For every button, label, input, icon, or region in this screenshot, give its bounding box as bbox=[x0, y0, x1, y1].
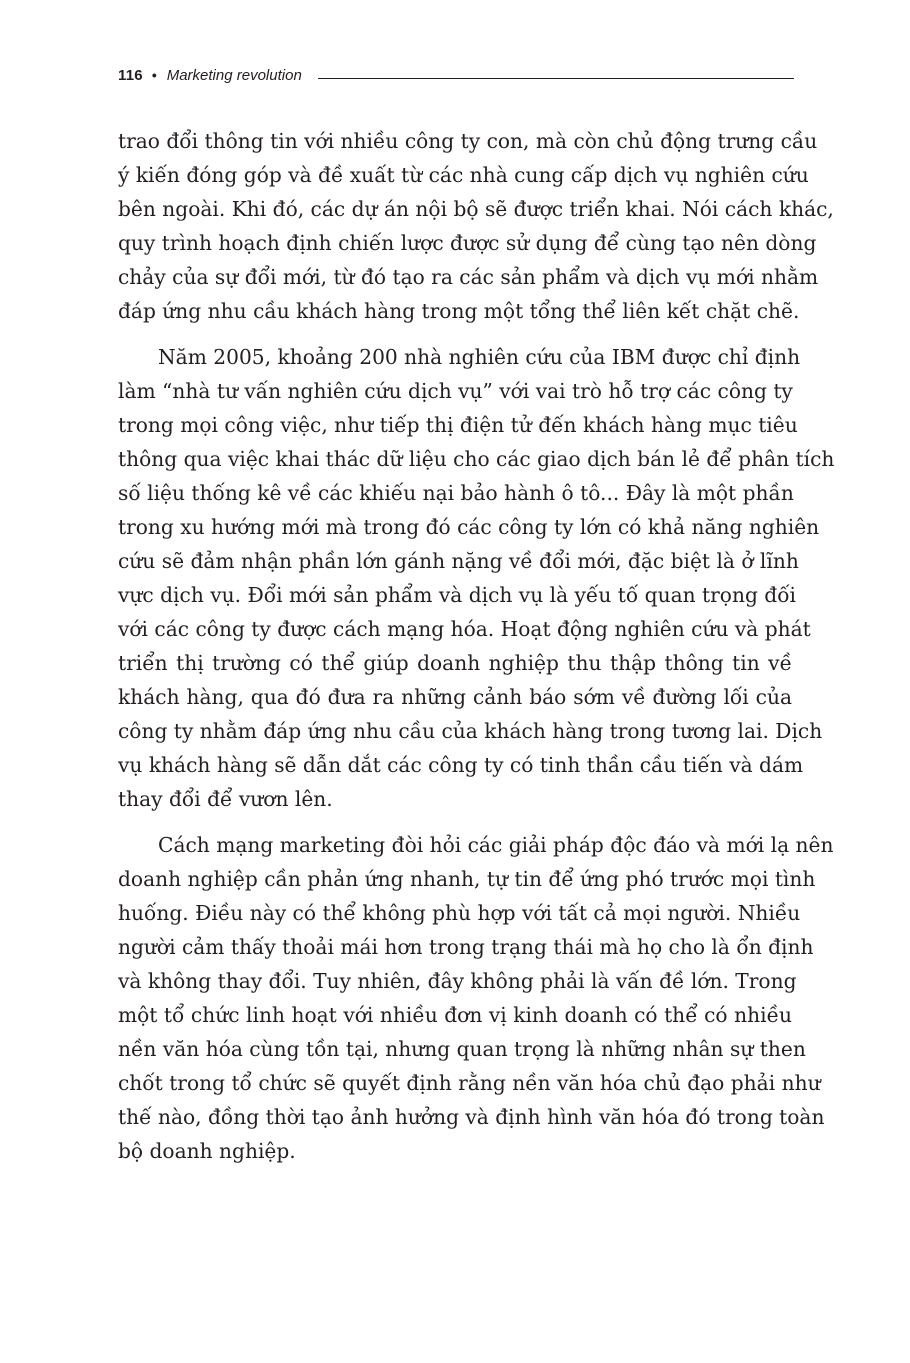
header-separator: • bbox=[151, 67, 157, 83]
text-line: thay đổi để vươn lên. bbox=[118, 787, 333, 811]
book-title: Marketing revolution bbox=[166, 66, 302, 84]
text-line: công ty nhằm đáp ứng nhu cầu của khách hàng trong tương lai. Dịch bbox=[118, 719, 823, 743]
text-line: vụ khách hàng sẽ dẫn dắt các công ty có tinh thần cầu tiến và dám bbox=[118, 753, 804, 777]
text-line: trong xu hướng mới mà trong đó các công ty lớn có khả năng nghiên bbox=[118, 515, 820, 539]
text-line: huống. Điều này có thể không phù hợp với tất cả mọi người. Nhiều bbox=[118, 901, 801, 925]
text-line: chốt trong tổ chức sẽ quyết định rằng nền văn hóa chủ đạo phải như bbox=[118, 1071, 821, 1095]
text-line: bộ doanh nghiệp. bbox=[118, 1139, 296, 1163]
text-line: quy trình hoạch định chiến lược được sử dụng để cùng tạo nên dòng bbox=[118, 231, 817, 255]
text-line: trong mọi công việc, như tiếp thị điện tử đến khách hàng mục tiêu bbox=[118, 413, 798, 437]
running-header bbox=[118, 64, 794, 86]
text-line: vực dịch vụ. Đổi mới sản phẩm và dịch vụ là yếu tố quan trọng đối bbox=[118, 583, 797, 607]
paragraph bbox=[118, 340, 835, 816]
text-line: làm “nhà tư vấn nghiên cứu dịch vụ” với vai trò hỗ trợ các công ty bbox=[118, 379, 793, 403]
text-line: nền văn hóa cùng tồn tại, nhưng quan trọng là những nhân sự then bbox=[118, 1037, 806, 1061]
text-line: một tổ chức linh hoạt với nhiều đơn vị kinh doanh có thể có nhiều bbox=[118, 1003, 792, 1027]
text-line: với các công ty được cách mạng hóa. Hoạt động nghiên cứu và phát bbox=[118, 617, 811, 641]
text-line: doanh nghiệp cần phản ứng nhanh, tự tin để ứng phó trước mọi tình bbox=[118, 867, 816, 891]
text-line: bên ngoài. Khi đó, các dự án nội bộ sẽ được triển khai. Nói cách khác, bbox=[118, 197, 834, 221]
text-line: thế nào, đồng thời tạo ảnh hưởng và định hình văn hóa đó trong toàn bbox=[118, 1105, 825, 1129]
text-line: triển thị trường có thể giúp doanh nghiệp thu thập thông tin về bbox=[118, 651, 792, 675]
text-line: trao đổi thông tin với nhiều công ty con, mà còn chủ động trưng cầu bbox=[118, 129, 818, 153]
text-line: khách hàng, qua đó đưa ra những cảnh báo sớm về đường lối của bbox=[118, 685, 792, 709]
body-text bbox=[118, 124, 835, 1180]
text-line: cứu sẽ đảm nhận phần lớn gánh nặng về đổi mới, đặc biệt là ở lĩnh bbox=[118, 549, 799, 573]
text-line: số liệu thống kê về các khiếu nại bảo hành ô tô... Đây là một phần bbox=[118, 481, 794, 505]
text-line: Cách mạng marketing đòi hỏi các giải pháp độc đáo và mới lạ nên bbox=[158, 833, 834, 857]
text-line: chảy của sự đổi mới, từ đó tạo ra các sản phẩm và dịch vụ mới nhằm bbox=[118, 265, 819, 289]
header-rule bbox=[318, 78, 794, 79]
text-line: ý kiến đóng góp và đề xuất từ các nhà cung cấp dịch vụ nghiên cứu bbox=[118, 163, 809, 187]
paragraph bbox=[118, 124, 834, 328]
text-line: Năm 2005, khoảng 200 nhà nghiên cứu của IBM được chỉ định bbox=[158, 345, 801, 369]
text-line: thông qua việc khai thác dữ liệu cho các giao dịch bán lẻ để phân tích bbox=[118, 447, 835, 471]
page-number: 116 bbox=[118, 66, 143, 84]
paragraph bbox=[118, 828, 834, 1168]
text-line: và không thay đổi. Tuy nhiên, đây không phải là vấn đề lớn. Trong bbox=[118, 969, 797, 993]
text-line: đáp ứng nhu cầu khách hàng trong một tổng thể liên kết chặt chẽ. bbox=[118, 299, 800, 323]
text-line: người cảm thấy thoải mái hơn trong trạng thái mà họ cho là ổn định bbox=[118, 935, 814, 959]
